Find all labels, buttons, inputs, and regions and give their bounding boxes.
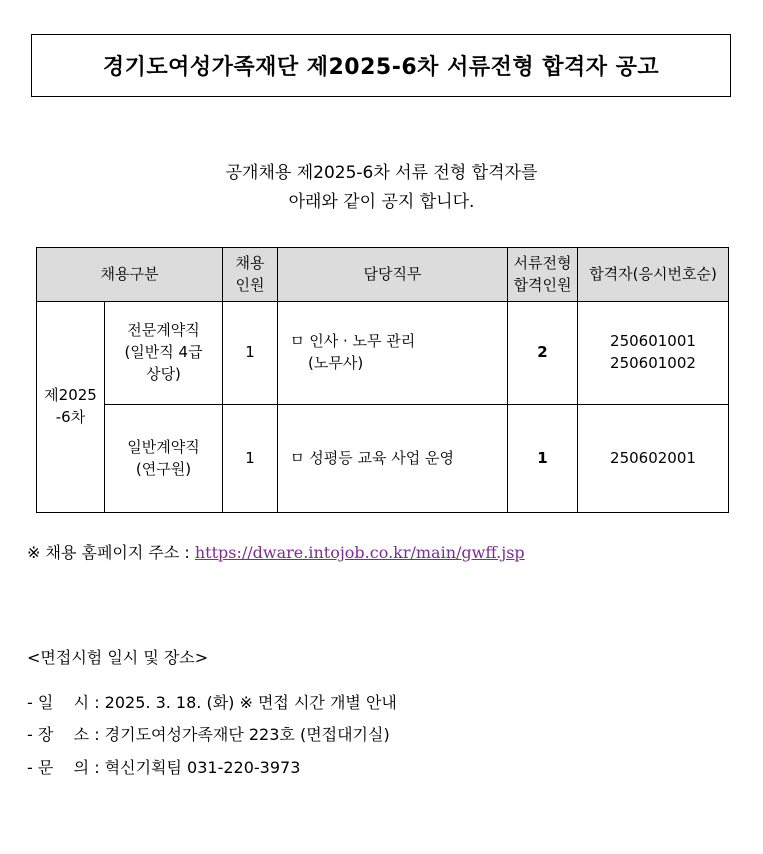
passed-count-cell: 2 <box>508 302 578 405</box>
round-line1: 제2025 <box>44 386 97 405</box>
applicant-id: 250602001 <box>610 448 696 467</box>
duty-line1: ㅁ 인사 · 노무 관리 <box>290 332 416 351</box>
duty-line2: (노무사) <box>308 354 364 372</box>
interview-date: - 일 시 : 2025. 3. 18. (화) ※ 면접 시간 개별 안내 <box>27 693 397 712</box>
interview-section-title: <면접시험 일시 및 장소> <box>27 648 209 667</box>
header-applicants: 합격자(응시번호순) <box>578 248 729 302</box>
table-row <box>37 302 729 405</box>
duty-cell: ㅁ 성평등 교육 사업 운영 <box>278 405 508 513</box>
duty-cell <box>278 302 508 405</box>
result-table <box>36 247 729 513</box>
hire-count-cell: 1 <box>223 302 278 405</box>
header-hire-count-line2: 인원 <box>235 275 265 294</box>
homepage-link[interactable]: https://dware.intojob.co.kr/main/gwff.jsp <box>194 543 525 562</box>
job-type-cell <box>105 302 223 405</box>
interview-contact: - 문 의 : 혁신기획팀 031-220-3973 <box>27 758 301 777</box>
job-type-cell <box>105 405 223 513</box>
table-header-row <box>37 248 729 302</box>
job-type-line1: 일반계약직 <box>127 437 200 456</box>
round-line2: -6차 <box>55 408 86 426</box>
page-title: 경기도여성가족재단 제2025-6차 서류전형 합격자 공고 <box>31 34 731 97</box>
homepage-line <box>27 540 525 563</box>
job-type-line1: 전문계약직 <box>127 321 200 340</box>
homepage-prefix: ※ 채용 홈페이지 주소 : <box>27 543 195 562</box>
job-type-line2: (연구원) <box>135 459 192 478</box>
header-hire-count-line1: 채용 <box>235 253 265 272</box>
job-type-line3: 상당) <box>146 364 181 383</box>
intro-line-1: 공개채용 제2025-6차 서류 전형 합격자를 <box>225 163 538 183</box>
header-passed-line1: 서류전형 <box>513 253 572 272</box>
header-passed <box>508 248 578 302</box>
intro-line-2: 아래와 같이 공지 합니다. <box>288 192 475 212</box>
applicant-ids-cell <box>578 302 729 405</box>
table-row <box>37 405 729 513</box>
applicant-id: 250601001 <box>610 332 696 351</box>
hire-count-cell: 1 <box>223 405 278 513</box>
passed-count-cell: 1 <box>508 405 578 513</box>
header-duty: 담당직무 <box>278 248 508 302</box>
applicant-id: 250601002 <box>610 354 696 372</box>
applicant-ids-cell <box>578 405 729 513</box>
round-cell <box>37 302 105 513</box>
header-passed-line2: 합격인원 <box>513 275 572 294</box>
interview-place: - 장 소 : 경기도여성가족재단 223호 (면접대기실) <box>27 725 390 744</box>
job-type-line2: (일반직 4급 <box>124 343 203 362</box>
header-hire-count <box>223 248 278 302</box>
header-category: 채용구분 <box>37 248 223 302</box>
